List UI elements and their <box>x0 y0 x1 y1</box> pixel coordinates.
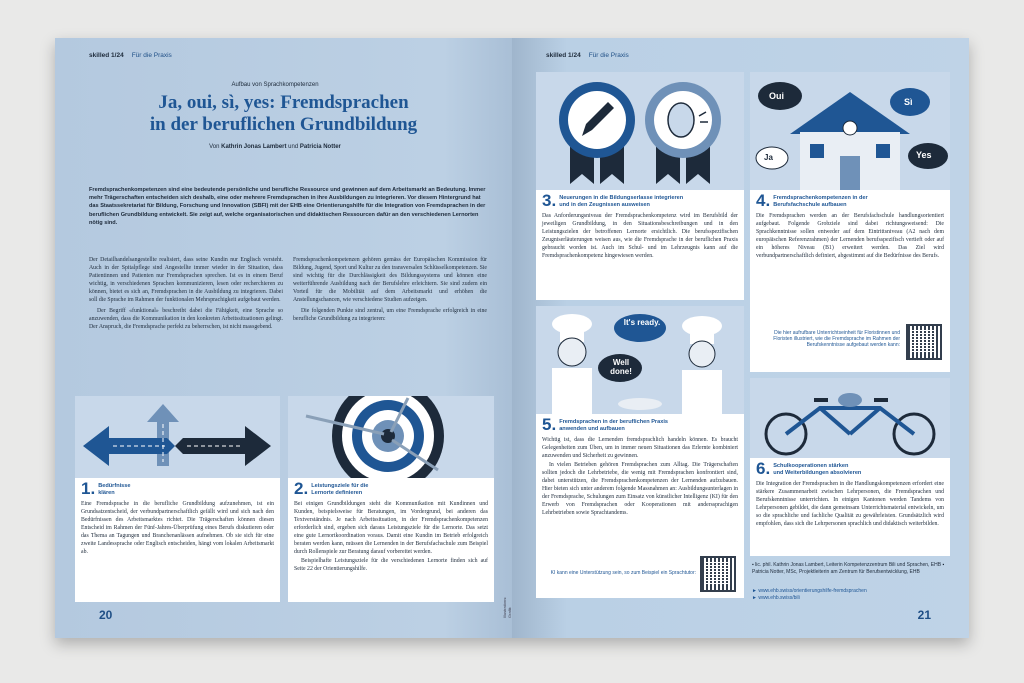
box-1-caption <box>75 478 280 499</box>
speech-bubble-yes: Yes <box>916 150 932 160</box>
heading-line-2: und Weiterbildungen absolvieren <box>773 470 862 476</box>
body-column-2 <box>293 256 487 325</box>
chefs-illustration <box>536 306 744 414</box>
box-2-goals <box>288 396 494 602</box>
running-head-left <box>89 52 172 59</box>
paragraph: Der Begriff «funktional» beschreibt dabei die Fähigkeit, eine Sprache so anzuwenden, dass die Kommunikation in den konkreten Arbeitssituationen gelingt. Der Anspruch, die Fremdsprache perfekt zu beherrschen, ist nicht massgebend. <box>89 307 283 330</box>
heading-line-2: Lernorte definieren <box>311 490 363 496</box>
title-line-2: in der beruflichen Grundbildung <box>149 114 418 135</box>
link-bili[interactable]: ► www.ehb.swiss/bili <box>752 595 800 601</box>
illustration-credit: Illustrations: Grafik <box>502 596 512 618</box>
box-6-caption <box>750 458 950 479</box>
qr-note-tutor: KI kann eine Unterstützung sein, so zum Beispiel ein Sprachtutor: <box>550 570 696 576</box>
medals-icon <box>536 72 744 190</box>
lead-paragraph: Fremdsprachenkompetenzen sind eine bedeutende persönliche und berufliche Ressource und gewinnen auf dem Arbeitsmarkt an Bedeutung. Immer mehr Trägerschaften entscheiden sich deshalb, eine oder mehrere Fremdsprachen in ihre Ausbildungen zu integrieren. Vor diesem Hintergrund hat das Staatssekretariat für Bildung, Forschung und Innovation (SBFI) mit der EHB eine Orientierungshilfe für die Integration von Fremdsprachen in der beruflichen Grundbildung entwickelt. Sie zeigt auf, welche organisatorischen und didaktischen Ressourcen dafür an den verschiedenen Lernorten nötig sind. <box>89 187 486 226</box>
box-heading <box>311 481 368 497</box>
box-3-text: Das Anforderungsniveau der Fremdsprachenkompetenz wird im Berufsbild der jeweiligen Grundbildung, in den Situationsbeschreibungen und in den Leistungszielen der betroffenen Lernorte ersichtlich. Die berufsspezifischen Zeugniserläuterungen weisen aus, wie die Fremdsprache in der beruflichen Praxis gebraucht worden ist. Auch im Schul- und im Lehrzeugnis kann auf die Fremdsprachenkompetenz hingewiesen werden. <box>542 213 738 259</box>
box-heading <box>559 193 683 209</box>
qr-code-icon[interactable] <box>906 324 942 360</box>
kicker: Aufbau von Sprachkompetenzen <box>231 82 319 88</box>
box-number: 5. <box>542 415 557 434</box>
left-page <box>55 38 512 638</box>
box-number: 4. <box>756 191 771 210</box>
paragraph: Beispielhafte Leistungsziele für die verschiedenen Lernorte finden sich auf Seite 22 der Orientierungshilfe. <box>294 558 488 572</box>
target-icon <box>288 396 494 478</box>
page-number-left: 20 <box>99 608 113 622</box>
tandem-bike-icon <box>750 378 950 458</box>
box-number: 6. <box>756 459 771 478</box>
paragraph: Der Detailhandelsangestellte realisiert, dass seine Kundin nur Englisch versteht. Auch in der Spitalpflege sind Angestellte immer wieder in der Situation, dass Patientinnen und Patienten nur Fremdsprachen sprechen. Ist es in einem Beruf wichtig, in verschiedenen Sprachen kommunizieren, lesen oder recherchieren zu können, bietet es sich an, Fremdsprachen in die Ausbildung zu integrieren. Dabei soll die Sprache im Rahmen der funktionalen Mehrsprachigkeit aufgebaut werden. <box>89 257 283 304</box>
body-column-1 <box>89 256 283 333</box>
box-6-text: Die Integration der Fremdsprachen in die Handlungskompetenzen erfordert eine stärkere Zusammenarbeit zwischen Lehrpersonen, die Fremdsprachen und Berufskenntnisse unterrichten. In einigen Kantonen werden Tandems von Lehrpersonen gebildet, die dann gemeinsam Unterrichtsmaterial entwickeln, um so die sprachliche und fachliche Qualität zu gewährleisten. Grundsätzlich wird empfohlen, dass sich die Lehrpersonen sprachlich und didaktisch weiterbilden. <box>756 481 944 527</box>
box-heading <box>98 481 130 497</box>
heading-line-1: Bedürfnisse <box>98 483 131 489</box>
qr-note-florists: Die hier aufrufbare Unterrichtseinheit für Floristinnen und Floristen illustriert, wie die Fremdsprache im Rahmen der Berufskenntnisse aufgebaut werden kann: <box>773 330 900 349</box>
box-4-school <box>750 72 950 372</box>
title-line-1: Ja, oui, sì, yes: Fremdsprachen <box>158 92 409 113</box>
heading-line-2: anwenden und aufbauen <box>559 426 625 432</box>
paragraph: Bei einigen Grundbildungen steht die Kommunikation mit Kundinnen und Kunden, beispielsweise für Beratungen, im Vordergrund, bei anderen das Textverständnis. Je nach Arbeitssituation, in der Fremdsprachenkompetenzen erforderlich sind, ergeben sich daraus Leistungsziele für die Lernorte. Das setzt eine gute Lernortkoordination voraus. Damit eine Kundin im Betrieb erfolgreich beraten werden kann, müssen die Lernenden in der Berufsfachschule zum Beispiel durch Rollenspiele zur Beratung darauf vorbereitet werden. <box>294 501 488 555</box>
arrows-illustration <box>75 396 280 478</box>
link-orientierungshilfe[interactable]: ► www.ehb.swiss/orientierungshilfe-fremdsprachen <box>752 588 867 594</box>
box-heading <box>773 461 861 477</box>
magazine-spread <box>55 38 969 638</box>
author-footnote: ▪ lic. phil. Kathrin Jonas Lambert, Leiterin Kompetenzzentrum Bili und Sprachen, EHB ▪ Patricia Notter, MSc, Projektleiterin am Zentrum für Berufsentwicklung, EHB <box>752 562 945 575</box>
issue-label: skilled 1/24 <box>546 52 581 59</box>
box-5-text <box>536 435 744 522</box>
byline-prefix: Von <box>209 144 220 150</box>
box-number: 1. <box>81 479 96 498</box>
heading-line-1: Schulkooperationen stärken <box>773 463 849 469</box>
speech-bubble-ready: It's ready. <box>623 318 661 327</box>
box-4-caption <box>750 190 950 211</box>
box-number: 3. <box>542 191 557 210</box>
speech-bubble-well-done: Well done! <box>610 358 632 376</box>
arrows-icon <box>75 396 280 478</box>
box-heading <box>559 417 668 433</box>
author-1: Kathrin Jonas Lambert <box>221 144 287 150</box>
page-number-right: 21 <box>917 608 931 622</box>
section-label: Für die Praxis <box>588 52 629 59</box>
box-3-regulations <box>536 72 744 300</box>
heading-line-1: Leistungsziele für die <box>311 483 369 489</box>
heading-line-1: Neuerungen in die Bildungserlasse integrieren <box>559 195 684 201</box>
speech-bubble-ja: Ja <box>764 153 773 162</box>
paragraph: Die folgenden Punkte sind zentral, um eine Fremdsprache erfolgreich in eine berufliche Grundbildung zu integrieren: <box>293 307 487 322</box>
box-1-text: Eine Fremdsprache in die berufliche Grundbildung aufzunehmen, ist ein Grundsatzentscheid, der verbundpartnerschaftlich gefällt wird und sich nach den Bedürfnissen des Arbeitsmarktes richtet. Die Trägerschaften können diesen Entscheid im Rahmen der Fünf-Jahres-Überprüfung eines Berufs diskutieren oder das Thema an Tagungen und Branchenanlässen aufnehmen. Ob sie sich für eine zweite Landessprache oder Englisch entscheiden, hängt vom lokalen Arbeitsmarkt ab. <box>81 501 274 555</box>
box-4-text: Die Fremdsprachen werden an der Berufsfachschule handlungsorientiert aufgebaut. Folgende Grobziele sind dabei richtungsweisend: Die Sprachkenntnisse sollen entweder auf dem Eintrittsniveau (A2 nach dem europäischen Referenzrahmen) der Lernenden berufsspezifisch vertieft oder auf ein höheres Niveau (B1) erweitert werden. Das Ziel wird verbundpartnerschaftlich definiert, abgestimmt auf die Bedürfnisse des Berufs. <box>756 213 944 259</box>
byline <box>55 144 495 150</box>
author-2: Patricia Notter <box>299 144 341 150</box>
house-illustration <box>750 72 950 190</box>
box-6-cooperation <box>750 378 950 556</box>
issue-label: skilled 1/24 <box>89 52 124 59</box>
byline-and: und <box>288 144 299 150</box>
links-list <box>752 588 952 602</box>
house-icon <box>750 72 950 190</box>
article-title <box>55 92 512 136</box>
paragraph: Fremdsprachenkompetenzen gehören gemäss der Europäischen Kommission für Bildung, Jugend, Sport und Kultur zu den transversalen Schlüsselkompetenzen. Sie sind wichtig für die Durchlässigkeit des Bildungssystems und können eine weiterführende Ausbildung nach der Berufslehre erleichtern. Sie sind zudem ein Vorteil für die Mobilität auf dem Arbeitsmarkt und erhöhen die Anstellungschancen, wie verschiedene Studien aufzeigen. <box>293 257 487 304</box>
heading-line-2: Berufsfachschule aufbauen <box>773 202 847 208</box>
medals-illustration <box>536 72 744 190</box>
box-3-caption <box>536 190 744 211</box>
heading-line-1: Fremdsprachenkompetenzen in der <box>773 195 868 201</box>
box-number: 2. <box>294 479 309 498</box>
box-5-practice <box>536 306 744 598</box>
tandem-illustration <box>750 378 950 458</box>
box-heading <box>773 193 868 209</box>
box-1-needs <box>75 396 280 602</box>
paragraph: In vielen Betrieben gehören Fremdsprachen zum Alltag. Die Trägerschaften sollten jedoch die Lehrbetriebe, die wenig mit Fremdsprachen konfrontiert sind, dabei unterstützen, die Fremdsprachenkompetenzen der Lernenden aufzubauen. Hier bieten sich unter anderem folgende Massnahmen an: Ausbildungsunterlagen in der Fremdsprache, Schulungen zum Einsatz von künstlicher Intelligenz (KI) für den Erwerb von Fremdsprachen oder Kooperationen mit anderssprachigen Lehrbetrieben sowie Sprachtandems. <box>542 462 738 516</box>
paragraph: Wichtig ist, dass die Lernenden fremdsprachlich handeln können. Es braucht Gelegenheiten zum Üben, um in immer neuen Situationen das Erlernte kombiniert anzuwenden und Sicherheit zu gewinnen. <box>542 437 738 459</box>
box-5-caption <box>536 414 744 435</box>
target-illustration <box>288 396 494 478</box>
qr-code-icon[interactable] <box>700 556 736 592</box>
heading-line-2: und in den Zeugnissen ausweisen <box>559 202 650 208</box>
heading-line-2: klären <box>98 490 115 496</box>
running-head-right <box>546 52 629 59</box>
section-label: Für die Praxis <box>131 52 172 59</box>
speech-bubble-si: Sì <box>904 97 913 107</box>
heading-line-1: Fremdsprachen in der beruflichen Praxis <box>559 419 668 425</box>
right-page <box>512 38 969 638</box>
box-2-caption <box>288 478 494 499</box>
box-2-text <box>288 499 494 578</box>
speech-bubble-oui: Oui <box>769 91 784 101</box>
